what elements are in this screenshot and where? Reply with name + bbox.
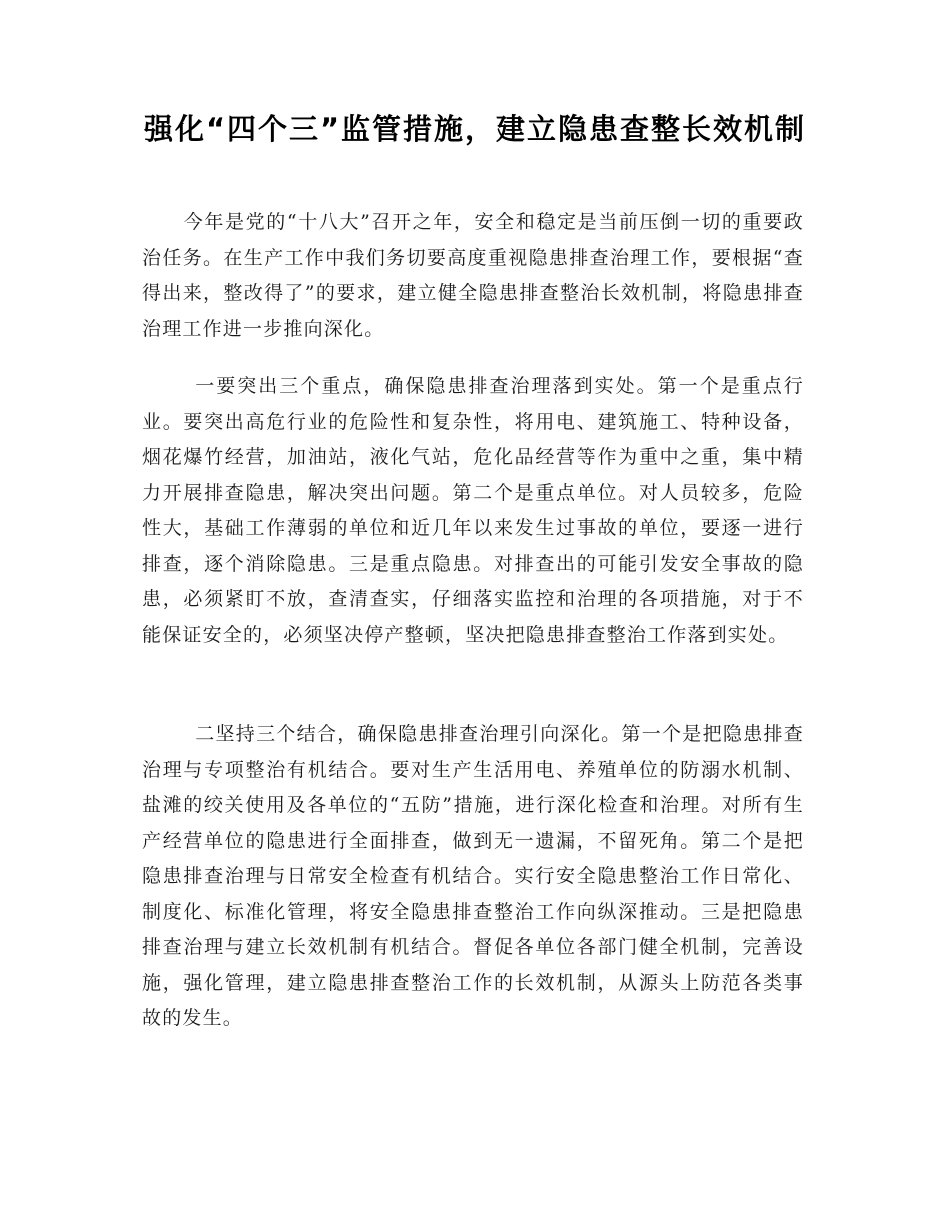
paragraph-key-points: 一要突出三个重点，确保隐患排查治理落到实处。第一个是重点行业。要突出高危行业的危险性和复杂性，将用电、建筑施工、特种设备，烟花爆竹经营，加油站，液化气站，危化品经营等作为重中之重，集中精力开展排查隐患，解决突出问题。第二个是重点单位。对人员较多，危险性大，基础工作薄弱的单位和近几年以来发生过事故的单位，要逐一进行排查，逐个消除隐患。三是重点隐患。对排查出的可能引发安全事故的隐患，必须紧盯不放，查清查实，仔细落实监控和治理的各项措施，对于不能保证安全的，必须坚决停产整顿，坚决把隐患排查整治工作落到实处。 — [142, 375, 804, 646]
paragraph-combinations: 二坚持三个结合，确保隐患排查治理引向深化。第一个是把隐患排查治理与专项整治有机结合。要对生产生活用电、养殖单位的防溺水机制、盐滩的绞关使用及各单位的“五防”措施，进行深化检查和治理。对所有生产经营单位的隐患进行全面排查，做到无一遗漏，不留死角。第二个是把隐患排查治理与日常安全检查有机结合。实行安全隐患整治工作日常化、制度化、标准化管理，将安全隐患排查整治工作向纵深推动。三是把隐患排查治理与建立长效机制有机结合。督促各单位各部门健全机制，完善设施，强化管理，建立隐患排查整治工作的长效机制，从源头上防范各类事故的发生。 — [142, 723, 804, 1029]
paragraph-intro: 今年是党的“十八大”召开之年，安全和稳定是当前压倒一切的重要政治任务。在生产工作中我们务切要高度重视隐患排查治理工作，要根据“查得出来，整改得了”的要求，建立健全隐患排查整治长效机制，将隐患排查治理工作进一步推向深化。 — [142, 211, 804, 340]
document-title: 强化“四个三”监管措施，建立隐患查整长效机制 — [143, 112, 807, 146]
